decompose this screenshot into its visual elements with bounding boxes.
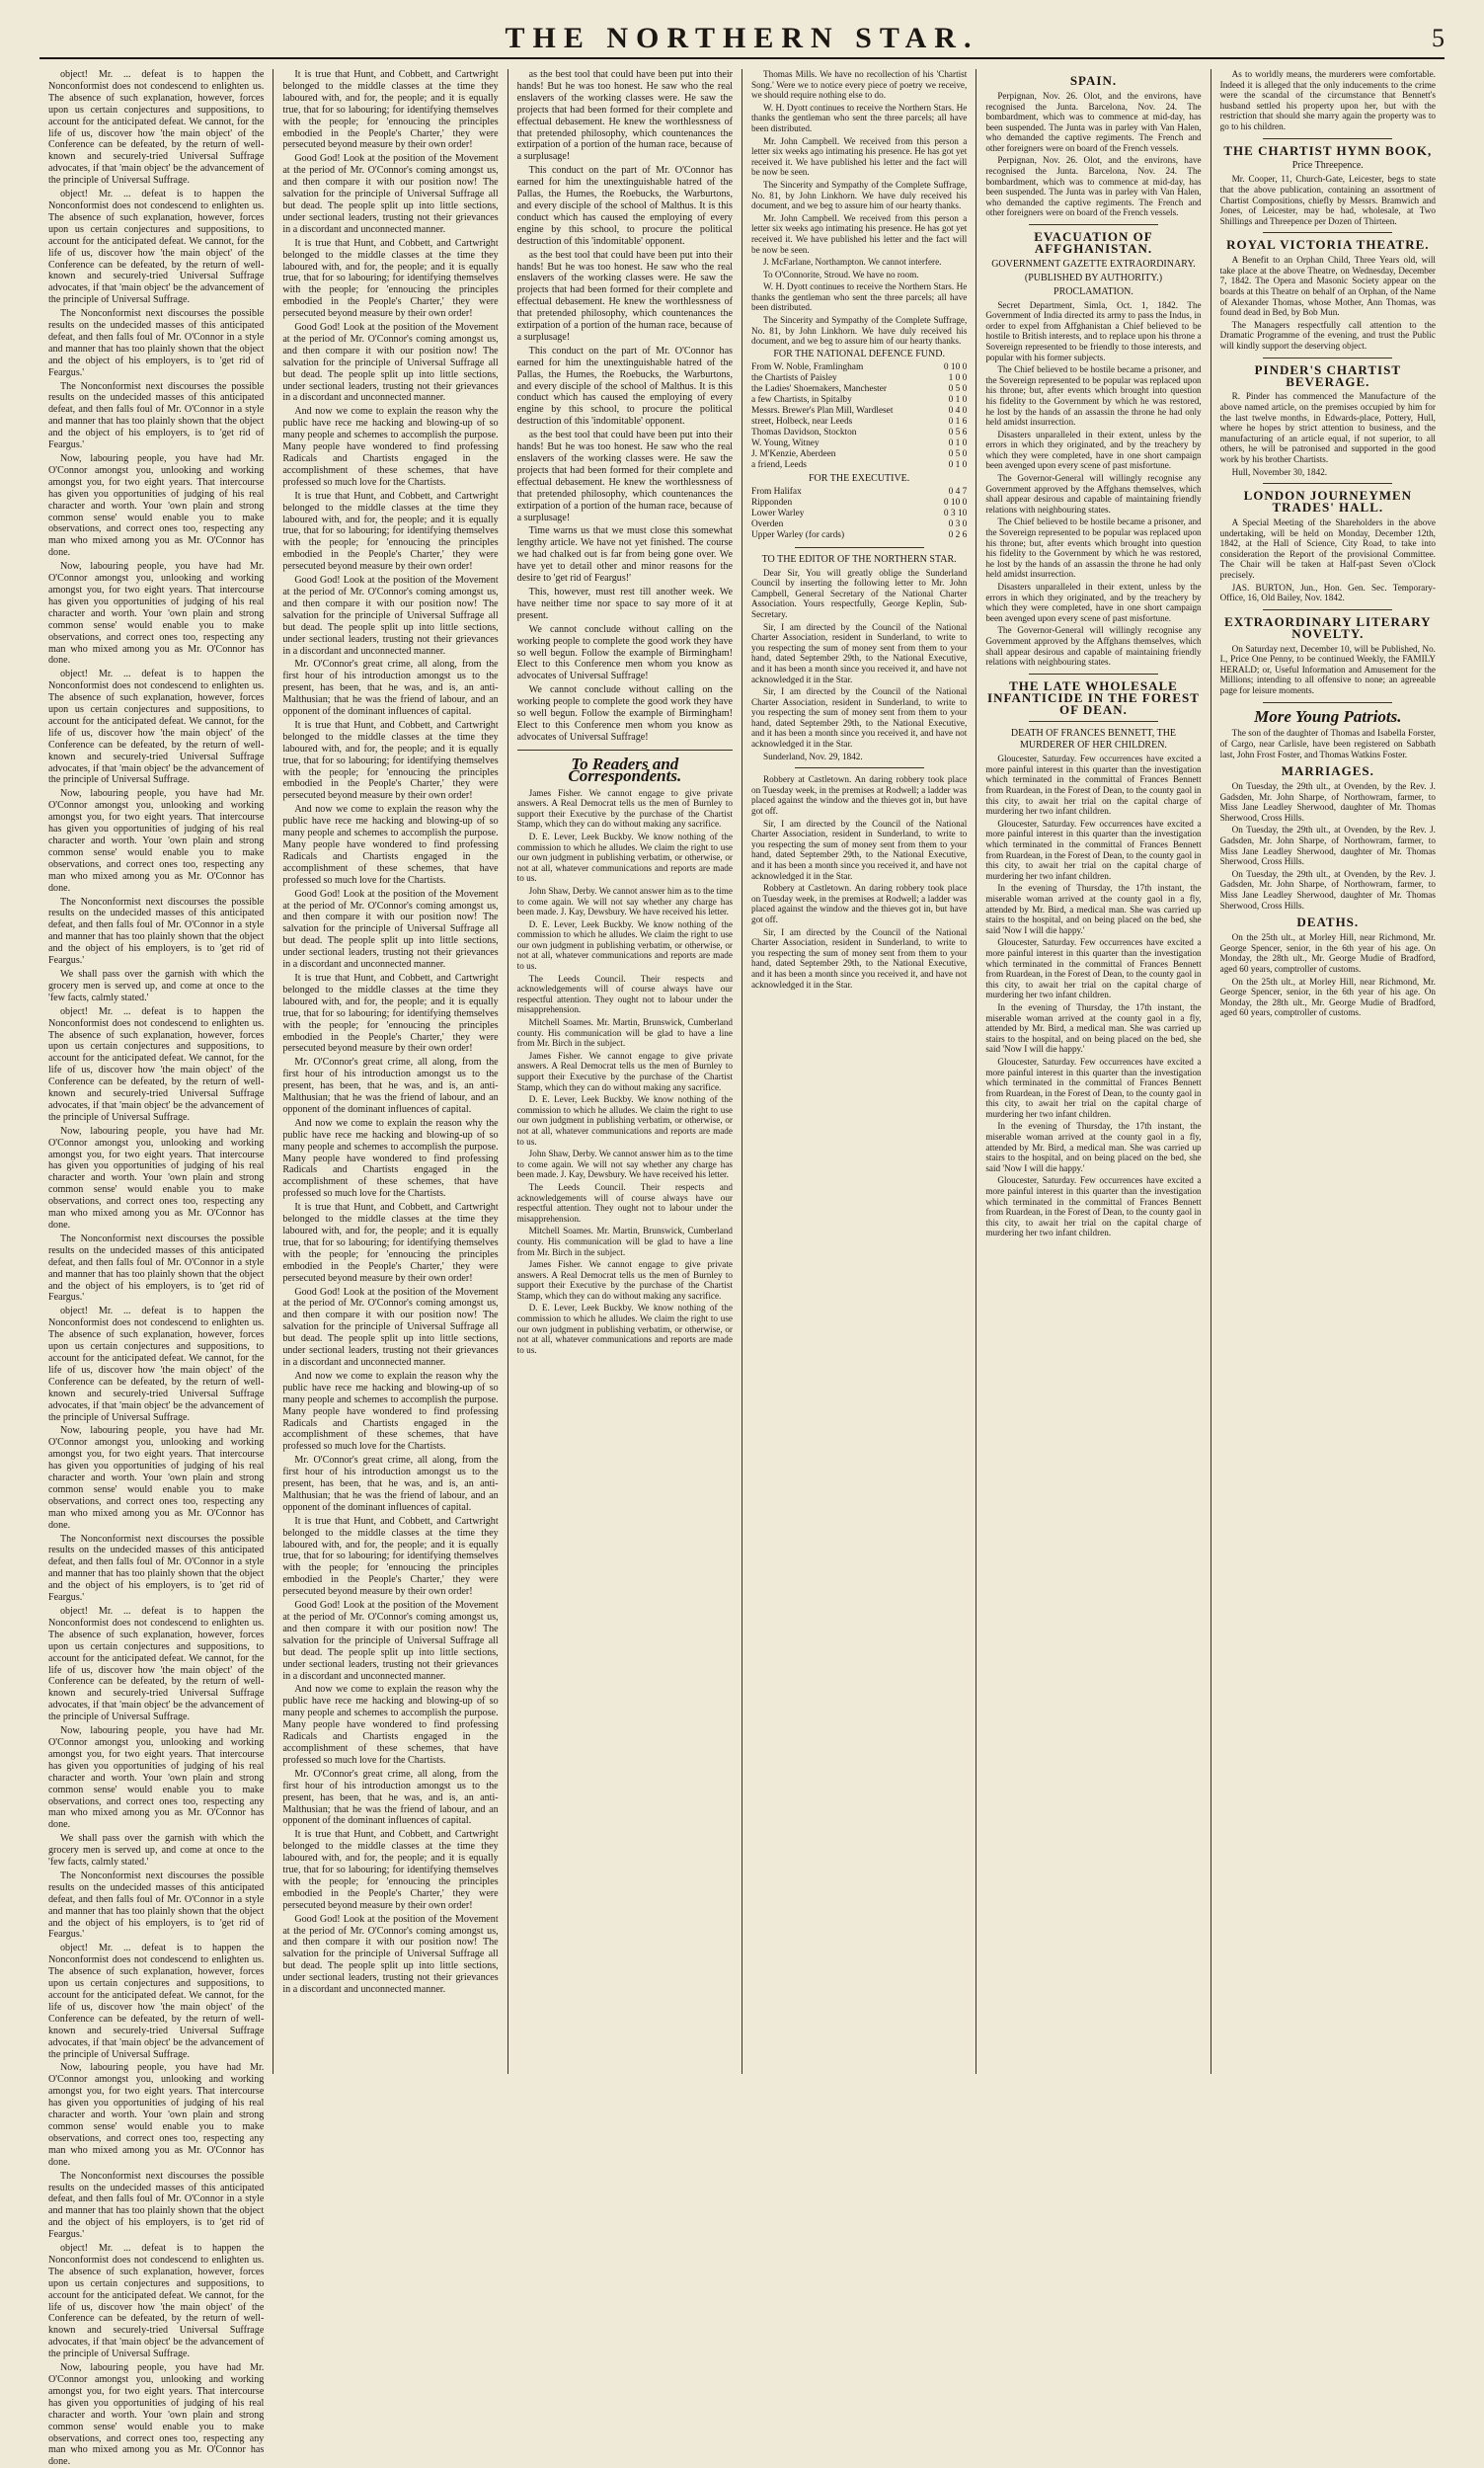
news-paragraph: Sir, I am directed by the Council of the National Charter Association, resident in Sunderland, to write to you respecting the sum of money sent from them to your hand, dated September 29th, to the National Executive, and it has been a month since you received it, and have not acknowledged it in the Star. — [750, 818, 968, 881]
fund-row — [751, 498, 967, 509]
letter-paragraph: Dear Sir, You will greatly oblige the Sunderland Council by inserting the following letter to Mr. John Campbell, General Secretary of the National Charter Association. Yours respectfully, George Keplin, Sub-Secretary. — [750, 567, 968, 619]
advert-paragraph: On Saturday next, December 10, will be Published, No. I., Price One Penny, to be continued Weekly, the FAMILY HERALD; or, Useful Information and Amusement for the Millions; intending to all offensive to none; an agreeable page for leisure moments. — [1219, 643, 1436, 695]
article-paragraph: object! Mr. ... defeat is to happen the Nonconformist does not condescend to enlighten us. The absence of such explanation, however, forces upon us certain conjectures and suppositions, to account for the anticipated defeat. We cannot, for the life of us, discover how 'the main object' of the Conference can be defeated, by the return of well-known and securely-tried Universal Suffrage advocates, if that 'main object' be the advancement of the principle of Universal Suffrage. — [48, 669, 265, 786]
masthead-rule — [39, 57, 1445, 59]
fund-row-label: street, Holbeck, near Leeds — [750, 416, 853, 427]
fund-row — [751, 406, 967, 417]
news-paragraph: Robbery at Castletown. An daring robbery took place on Tuesday week, in the premises at Rodwell; a ladder was placed against the window and the thieves got in, but have got off. — [750, 774, 968, 817]
newspaper-title: THE NORTHERN STAR. — [505, 22, 979, 54]
section-rule — [517, 750, 733, 751]
article-paragraph: Mr. O'Connor's great crime, all along, from the first hour of his introduction amongst us to the present, has been, that he was, and is, an anti-Malthusian; that he was the friend of labour, and an opponent of the dominant influences of capital. — [282, 1057, 499, 1115]
section-rule — [795, 767, 924, 768]
article-paragraph: It is true that Hunt, and Cobbett, and Cartwright belonged to the middle classes at the time they laboured with, and for, the people; and it is equally true, that for so labouring; for identifying themselves with the people; for 'ennoucing the principles embodied in the People's Charter,' they were persecuted beyond measure by their own order! — [282, 1202, 499, 1284]
article-paragraph: object! Mr. ... defeat is to happen the Nonconformist does not condescend to enlighten us. The absence of such explanation, however, forces upon us certain conjectures and suppositions, to account for the anticipated defeat. We cannot, for the life of us, discover how 'the main object' of the Conference can be defeated, by the return of well-known and securely-tried Universal Suffrage advocates, if that 'main object' be the advancement of the principle of Universal Suffrage. — [48, 2243, 265, 2360]
article-paragraph: Good God! Look at the position of the Movement at the period of Mr. O'Connor's coming amongst us, and then compare it with our position now! The salvation for the principle of Universal Suffrage all but dead. The people split up into little sections, under sectional leaders, trusting not their grievances in a discordant and unconnected manner. — [282, 1286, 499, 1368]
advert-heading: EXTRAORDINARY LITERARY NOVELTY. — [1224, 613, 1432, 641]
fund-row-label: Lower Warley — [750, 508, 805, 518]
fund-row-label: the Ladies' Shoemakers, Manchester — [750, 383, 888, 394]
section-rule — [1263, 232, 1392, 233]
news-paragraph: On Tuesday, the 29th ult., at Ovenden, by the Rev. J. Gadsden, Mr. John Sharpe, of Northowram, farmer, to Miss Jane Leadley Sherwood, daughter of Mr. Thomas Sherwood, Cross Hills. — [1219, 868, 1436, 911]
article-paragraph: The Nonconformist next discourses the possible results on the undecided masses of this anticipated defeat, and then falls foul of Mr. O'Connor in a style and manner that has too plainly shown that the object and the object of his employers, is to 'get rid of Feargus.' — [48, 896, 265, 967]
article-paragraph: It is true that Hunt, and Cobbett, and Cartwright belonged to the middle classes at the time they laboured with, and for, the people; and it is equally true, that for so labouring; for identifying themselves with the people; for 'ennoucing the principles embodied in the People's Charter,' they were persecuted beyond measure by their own order! — [282, 1515, 499, 1598]
article-paragraph: object! Mr. ... defeat is to happen the Nonconformist does not condescend to enlighten us. The absence of such explanation, however, forces upon us certain conjectures and suppositions, to account for the anticipated defeat. We cannot, for the life of us, discover how 'the main object' of the Conference can be defeated, by the return of well-known and securely-tried Universal Suffrage advocates, if that 'main object' be the advancement of the principle of Universal Suffrage. — [48, 1606, 265, 1723]
column-3 — [508, 69, 742, 2074]
article-paragraph: It is true that Hunt, and Cobbett, and Cartwright belonged to the middle classes at the time they laboured with, and for, the people; and it is equally true, that for so labouring; for identifying themselves with the people; for 'ennoucing the principles embodied in the People's Charter,' they were persecuted beyond measure by their own order! — [282, 237, 499, 320]
section-subheading: (PUBLISHED BY AUTHORITY.) — [1024, 272, 1163, 283]
news-paragraph: Gloucester, Saturday. Few occurrences have excited a more painful interest in this quarter than the investigation which terminated in the committal of Frances Bennett from Ruardean, in the Forest of Dean, to the county gaol in this city, to await her trial on the capital charge of murdering her two infant children. — [985, 818, 1202, 881]
advert-paragraph: The Managers respectfully call attention to the Dramatic Programme of the evening, and trust the Public will kindly support the deserving object. — [1219, 319, 1436, 351]
fund-row-label: Upper Warley (for cards) — [750, 529, 845, 540]
column-5 — [976, 69, 1211, 2074]
article-paragraph: The Nonconformist next discourses the possible results on the undecided masses of this anticipated defeat, and then falls foul of Mr. O'Connor in a style and manner that has too plainly shown that the object and the object of his employers, is to 'get rid of Feargus.' — [48, 1233, 265, 1304]
news-paragraph: In the evening of Thursday, the 17th instant, the miserable woman arrived at the county gaol in a fly, attended by Mr. Bird, a medical man. She was carried up stairs to the hospital, and on being placed on the bed, she said 'Now I will die happy.' — [985, 1001, 1202, 1055]
section-heading: MARRIAGES. — [1281, 763, 1374, 779]
article-paragraph: We shall pass over the garnish with which the grocery men is served up, and come at once to the 'few facts, calmly stated.' — [48, 968, 265, 1003]
advert-paragraph: Mr. Cooper, 11, Church-Gate, Leicester, begs to state that the above publication, containing an assortment of Chartist Compositions, chiefly by Messrs. Bramwich and Jones, of Leicester, may be had, wholesale, at Two Shillings and Threepence per Dozen of Thirteen. — [1219, 174, 1436, 226]
article-paragraph: Good God! Look at the position of the Movement at the period of Mr. O'Connor's coming amongst us, and then compare it with our position now! The salvation for the principle of Universal Suffrage all but dead. The people split up into little sections, under sectional leaders, trusting not their grievances in a discordant and unconnected manner. — [282, 1600, 499, 1682]
column-6 — [1211, 69, 1445, 2074]
fund-row — [751, 509, 967, 519]
article-paragraph: Good God! Look at the position of the Movement at the period of Mr. O'Connor's coming amongst us, and then compare it with our position now! The salvation for the principle of Universal Suffrage all but dead. The people split up into little sections, under sectional leaders, trusting not their grievances in a discordant and unconnected manner. — [282, 575, 499, 657]
notice-paragraph: Mitchell Soames. Mr. Martin, Brunswick, Cumberland county. His communication will be glad to have a line from Mr. Birch in the subject. — [516, 1226, 733, 1257]
fund-row — [751, 487, 967, 498]
article-paragraph: The Nonconformist next discourses the possible results on the undecided masses of this anticipated defeat, and then falls foul of Mr. O'Connor in a style and manner that has too plainly shown that the object and the object of his employers, is to 'get rid of Feargus.' — [48, 1533, 265, 1604]
letter-heading: TO THE EDITOR OF THE NORTHERN STAR. — [761, 553, 957, 565]
article-paragraph: We cannot conclude without calling on the working people to complete the good work they have so well begun. Follow the example of Birmingham! Elect to this Conference men whom you know as advocates of Universal Suffrage! — [516, 684, 733, 743]
fund-row-label: the Chartists of Paisley — [750, 372, 837, 383]
notice-paragraph: D. E. Lever, Leek Buckby. We know nothing of the commission to which he alludes. We claim the right to use our own judgment in publishing verbatim, or otherwise, or not at all, whatever communications and reports are made to us. — [516, 1303, 733, 1355]
notice-paragraph: The Leeds Council. Their respects and acknowledgements will of course always have our respectful attention. They ought not to labour under the misapprehension. — [516, 1181, 733, 1224]
fund-row-amount: 0 1 0 — [948, 438, 968, 448]
news-paragraph: Disasters unparalleled in their extent, unless by the errors in which they originated, and by the treachery by which they were completed, have in one short campaign been avenged upon every scene of past misfortune. — [985, 429, 1202, 471]
readers-heading: To Readers and Correspondents. — [568, 754, 682, 785]
fund-heading: FOR THE NATIONAL DEFENCE FUND. — [773, 348, 945, 359]
article-paragraph: And now we come to explain the reason why the public have rece me hacking and blowing-up of so many people and schemes to accomplish the purpose. Many people have wondered to find professing Radicals and Chartists engaged in the accomplishment of these schemes, that have professed so much love for the Chartists. — [282, 406, 499, 488]
article-paragraph: The Nonconformist next discourses the possible results on the undecided masses of this anticipated defeat, and then falls foul of Mr. O'Connor in a style and manner that has too plainly shown that the object and the object of his employers, is to 'get rid of Feargus.' — [48, 380, 265, 451]
notice-paragraph: John Shaw, Derby. We cannot answer him as to the time to come again. We will not say whether any charge has been made. J. Kay, Dewsbury. We have received his letter. — [516, 885, 733, 917]
advert-paragraph: R. Pinder has commenced the Manufacture of the above named article, on the premises occupied by him for the last twelve months, in Edwards-place, Pottery, Hull, where he hopes by strict attention to business, and the manufacturing of an article equal, if not superior, to all others, he will be patronised and supported in the good work by his brother Chartists. — [1219, 391, 1436, 464]
fund-row-label: Messrs. Brewer's Plan Mill, Wardleset — [750, 405, 894, 416]
section-heading: EVACUATION OF AFFGHANISTAN. — [1034, 229, 1153, 256]
news-paragraph: Robbery at Castletown. An daring robbery took place on Tuesday week, in the premises at Rodwell; a ladder was placed against the window and the thieves got in, but have got off. — [750, 883, 968, 924]
notice-paragraph: Thomas Mills. We have no recollection of his 'Chartist Song.' Were we to notice every piece of poetry we receive, we should require nothing else to do. — [750, 69, 968, 101]
article-paragraph: Time warns us that we must close this somewhat lengthy article. We have not yet finished. The course we had chalked out is far from being gone over. We have yet to detail other and minor reasons for the desire to 'get rid of Feargus!' — [516, 525, 733, 585]
article-paragraph: The Nonconformist next discourses the possible results on the undecided masses of this anticipated defeat, and then falls foul of Mr. O'Connor in a style and manner that has too plainly shown that the object and the object of his employers, is to 'get rid of Feargus.' — [48, 1870, 265, 1941]
article-paragraph: It is true that Hunt, and Cobbett, and Cartwright belonged to the middle classes at the time they laboured with, and for, the people; and it is equally true, that for so labouring; for identifying themselves with the people; for 'ennoucing the principles embodied in the People's Charter,' they were persecuted beyond measure by their own order! — [282, 490, 499, 573]
notice-paragraph: W. H. Dyott continues to receive the Northern Stars. He thanks the gentleman who sent the three parcels; all have been distributed. — [750, 281, 968, 313]
fund-row — [751, 373, 967, 384]
fund-row-label: a few Chartists, in Spitalby — [750, 394, 852, 405]
article-paragraph: And now we come to explain the reason why the public have rece me hacking and blowing-up of so many people and schemes to accomplish the purpose. Many people have wondered to find professing Radicals and Chartists engaged in the accomplishment of these schemes, that have professed so much love for the Chartists. — [282, 804, 499, 886]
notice-paragraph: James Fisher. We cannot engage to give private answers. A Real Democrat tells us the men of Burnley to support their Executive by the purchase of the Chartist Stamp, which they can do without making any sacrifice. — [516, 1259, 733, 1301]
column-1 — [39, 69, 273, 2468]
article-paragraph: Good God! Look at the position of the Movement at the period of Mr. O'Connor's coming amongst us, and then compare it with our position now! The salvation for the principle of Universal Suffrage all but dead. The people split up into little sections, under sectional leaders, trusting not their grievances in a discordant and unconnected manner. — [282, 1913, 499, 1996]
advert-heading: THE CHARTIST HYMN BOOK, — [1223, 142, 1433, 158]
article-paragraph: Good God! Look at the position of the Movement at the period of Mr. O'Connor's coming amongst us, and then compare it with our position now! The salvation for the principle of Universal Suffrage all but dead. The people split up into little sections, under sectional leaders, trusting not their grievances in a discordant and unconnected manner. — [282, 322, 499, 404]
article-paragraph: as the best tool that could have been put into their hands! But he was too honest. He saw who the real enslavers of the working classes were. He saw the projects that had been formed for their complete and effectual debasement. He knew the worthlessness of that pretended philosophy, which countenances the extirpation of a portion of the human race, because of a surplusage! — [516, 69, 733, 163]
article-paragraph: This conduct on the part of Mr. O'Connor has earned for him the unextinguishable hatred of the Pallas, the Humes, the Roebucks, the Warburtons, and every disciple of the school of Malthus. It is this conduct which has caused the employing of every engine by this school, to procure the political destruction of this 'indomitable' opponent. — [516, 345, 733, 428]
page-columns — [39, 69, 1445, 2468]
column-2 — [273, 69, 508, 2074]
news-paragraph: On the 25th ult., at Morley Hill, near Richmond, Mr. George Spencer, senior, in the 6th year of his age. On Monday, the 28th ult., Mr. George Mudie of Bradford, aged 60 years, comptroller of customs. — [1219, 932, 1436, 974]
advert-signature: JAS. BURTON, Jun., Hon. Gen. Sec. Temporary-Office, 16, Old Bailey, Nov. 1842. — [1219, 582, 1436, 603]
notice-paragraph: D. E. Lever, Leek Buckby. We know nothing of the commission to which he alludes. We claim the right to use our own judgment in publishing verbatim, or otherwise, or not at all, whatever communications and reports are made to us. — [516, 918, 733, 972]
advert-subheading: Price Threepence. — [1291, 160, 1364, 172]
fund-row — [751, 362, 967, 373]
article-paragraph: The Nonconformist next discourses the possible results on the undecided masses of this anticipated defeat, and then falls foul of Mr. O'Connor in a style and manner that has too plainly shown that the object and the object of his employers, is to 'get rid of Feargus.' — [48, 308, 265, 378]
article-paragraph: Good God! Look at the position of the Movement at the period of Mr. O'Connor's coming amongst us, and then compare it with our position now! The salvation for the principle of Universal Suffrage all but dead. The people split up into little sections, under sectional leaders, trusting not their grievances in a discordant and unconnected manner. — [282, 888, 499, 971]
section-subheading: PROCLAMATION. — [1054, 285, 1133, 297]
notice-paragraph: James Fisher. We cannot engage to give private answers. A Real Democrat tells us the men of Burnley to support their Executive by the purchase of the Chartist Stamp, which they can do without making any sacrifice. — [516, 1050, 733, 1092]
notice-paragraph: W. H. Dyott continues to receive the Northern Stars. He thanks the gentleman who sent the three parcels; all have been distributed. — [750, 102, 968, 133]
news-paragraph: In the evening of Thursday, the 17th instant, the miserable woman arrived at the county gaol in a fly, attended by Mr. Bird, a medical man. She was carried up stairs to the hospital, and on being placed on the bed, she said 'Now I will die happy.' — [985, 883, 1202, 935]
column-4 — [742, 69, 976, 2074]
fund-row-amount: 0 10 0 — [943, 497, 968, 508]
news-paragraph: The son of the daughter of Thomas and Isabella Forster, of Cargo, near Carlisle, have been registered on Sabbath last, John Frost Foster, and Thomas Watkins Foster. — [1219, 728, 1436, 759]
article-paragraph: The Nonconformist next discourses the possible results on the undecided masses of this anticipated defeat, and then falls foul of Mr. O'Connor in a style and manner that has too plainly shown that the object and the object of his employers, is to 'get rid of Feargus.' — [48, 2170, 265, 2241]
section-rule — [1263, 483, 1392, 484]
fund-table — [751, 362, 967, 471]
fund-row-amount: 0 5 0 — [948, 448, 968, 459]
article-paragraph: Now, labouring people, you have had Mr. O'Connor amongst you, unlooking and working amongst you, for two eight years. That intercourse has given you opportunities of judging of his real character and worth. Your 'own plain and strong common sense' would enable you to make observations, and correct ones too, respecting any man who mixed among you as Mr. O'Connor has done. — [48, 453, 265, 559]
news-paragraph: Gloucester, Saturday. Few occurrences have excited a more painful interest in this quarter than the investigation which terminated in the committal of Frances Bennett from Ruardean, in the Forest of Dean, to the county gaol in this city, to await her trial on the capital charge of murdering her two infant children. — [985, 937, 1202, 1000]
fund-row-amount: 0 2 6 — [948, 529, 968, 540]
section-rule — [1263, 609, 1392, 610]
article-paragraph: Now, labouring people, you have had Mr. O'Connor amongst you, unlooking and working amongst you, for two eight years. That intercourse has given you opportunities of judging of his real character and worth. Your 'own plain and strong common sense' would enable you to make observations, and correct ones too, respecting any man who mixed among you as Mr. O'Connor has done. — [48, 788, 265, 894]
section-heading: SPAIN. — [1069, 73, 1118, 88]
article-paragraph: object! Mr. ... defeat is to happen the Nonconformist does not condescend to enlighten us. The absence of such explanation, however, forces upon us certain conjectures and suppositions, to account for the anticipated defeat. We cannot, for the life of us, discover how 'the main object' of the Conference can be defeated, by the return of well-known and securely-tried Universal Suffrage advocates, if that 'main object' be the advancement of the principle of Universal Suffrage. — [48, 1943, 265, 2060]
fund-row-label: Overden — [750, 518, 784, 529]
page-number: 5 — [1432, 24, 1445, 52]
notice-paragraph: J. McFarlane, Northampton. We cannot interfere. — [762, 257, 942, 268]
fund-row-amount: 0 1 0 — [948, 459, 968, 470]
news-paragraph: On Tuesday, the 29th ult., at Ovenden, by the Rev. J. Gadsden, Mr. John Sharpe, of Northowram, farmer, to Miss Jane Leadley Sherwood, daughter of Mr. Thomas Sherwood, Cross Hills. — [1219, 781, 1436, 823]
news-paragraph: Gloucester, Saturday. Few occurrences have excited a more painful interest in this quarter than the investigation which terminated in the committal of Frances Bennett from Ruardean, in the Forest of Dean, to the county gaol in this city, to await her trial on the capital charge of murdering her two infant children. — [985, 1175, 1202, 1238]
advert-heading: PINDER'S CHARTIST BEVERAGE. — [1254, 361, 1401, 389]
article-paragraph: object! Mr. ... defeat is to happen the Nonconformist does not condescend to enlighten us. The absence of such explanation, however, forces upon us certain conjectures and suppositions, to account for the anticipated defeat. We cannot, for the life of us, discover how 'the main object' of the Conference can be defeated, by the return of well-known and securely-tried Universal Suffrage advocates, if that 'main object' be the advancement of the principle of Universal Suffrage. — [48, 1306, 265, 1423]
article-paragraph: Now, labouring people, you have had Mr. O'Connor amongst you, unlooking and working amongst you, for two eight years. That intercourse has given you opportunities of judging of his real character and worth. Your 'own plain and strong common sense' would enable you to make observations, and correct ones too, respecting any man who mixed among you as Mr. O'Connor has done. — [48, 561, 265, 667]
article-paragraph: object! Mr. ... defeat is to happen the Nonconformist does not condescend to enlighten us. The absence of such explanation, however, forces upon us certain conjectures and suppositions, to account for the anticipated defeat. We cannot, for the life of us, discover how 'the main object' of the Conference can be defeated, by the return of well-known and securely-tried Universal Suffrage advocates, if that 'main object' be the advancement of the principle of Universal Suffrage. — [48, 1005, 265, 1123]
notice-paragraph: To O'Connorite, Stroud. We have no room. — [762, 269, 919, 279]
notice-paragraph: D. E. Lever, Leek Buckby. We know nothing of the commission to which he alludes. We claim the right to use our own judgment in publishing verbatim, or otherwise, or not at all, whatever communications and reports are made to us. — [516, 1094, 733, 1147]
fund-row — [751, 395, 967, 406]
fund-row — [751, 384, 967, 395]
section-heading: THE LATE WHOLESALE INFANTICIDE IN THE FOREST OF DEAN. — [987, 677, 1200, 717]
news-paragraph: Gloucester, Saturday. Few occurrences have excited a more painful interest in this quarter than the investigation which terminated in the committal of Frances Bennett from Ruardean, in the Forest of Dean, to the county gaol in this city, to await her trial on the capital charge of murdering her two infant children. — [985, 1056, 1202, 1119]
section-rule — [1029, 674, 1158, 675]
fund-row-label: J. M'Kenzie, Aberdeen — [750, 448, 836, 459]
news-paragraph: The Governor-General will willingly recognise any Government approved by the Affghans themselves, which shall appear desirous and capable of maintaining friendly relations with neighbouring states. — [985, 625, 1202, 668]
article-paragraph: And now we come to explain the reason why the public have rece me hacking and blowing-up of so many people and schemes to accomplish the purpose. Many people have wondered to find professing Radicals and Chartists engaged in the accomplishment of these schemes, that have professed so much love for the Chartists. — [282, 1117, 499, 1200]
fund-row-amount: 0 3 10 — [943, 508, 968, 518]
fund-row-label: a friend, Leeds — [750, 459, 807, 470]
news-paragraph: Perpignan, Nov. 26. Olot, and the environs, have recognised the Junta. Barcelona, Nov. 24. The bombardment, which was to commence at mid-day, has been suspended. The Junta was in parley with Van Halen, who demanded the captive regiments. The French and other foreigners were on board of the French vessels. — [985, 155, 1202, 218]
fund-row-amount: 0 1 0 — [948, 394, 968, 405]
fund-row — [751, 530, 967, 541]
news-paragraph: Gloucester, Saturday. Few occurrences have excited a more painful interest in this quarter than the investigation which terminated in the committal of Frances Bennett from Ruardean, in the Forest of Dean, to the county gaol in this city, to await her trial on the capital charge of murdering her two infant children. — [985, 754, 1202, 817]
article-paragraph: Good God! Look at the position of the Movement at the period of Mr. O'Connor's coming amongst us, and then compare it with our position now! The salvation for the principle of Universal Suffrage all but dead. The people split up into little sections, under sectional leaders, trusting not their grievances in a discordant and unconnected manner. — [282, 153, 499, 235]
fund-row-amount: 0 5 0 — [948, 383, 968, 394]
article-paragraph: It is true that Hunt, and Cobbett, and Cartwright belonged to the middle classes at the time they laboured with, and for, the people; and it is equally true, that for so labouring; for identifying themselves with the people; for 'ennoucing the principles embodied in the People's Charter,' they were persecuted beyond measure by their own order! — [282, 69, 499, 151]
section-subheading: GOVERNMENT GAZETTE EXTRAORDINARY. — [991, 258, 1196, 270]
advert-paragraph: A Benefit to an Orphan Child, Three Years old, will take place at the above Theatre, on Wednesday, December 7, 1842. The Opera and Masonic Society appear on the boards at this Theatre on behalf of an Orphan, of the Name of Alexander Thomas, whose Mother, Ann Thomas, was found dead in Bed, by Bob Mun. — [1219, 255, 1436, 318]
fund-row-label: Ripponden — [750, 497, 793, 508]
article-paragraph: It is true that Hunt, and Cobbett, and Cartwright belonged to the middle classes at the time they laboured with, and for, the people; and it is equally true, that for so labouring; for identifying themselves with the people; for 'ennoucing the principles embodied in the People's Charter,' they were persecuted beyond measure by their own order! — [282, 719, 499, 802]
fund-row-amount: 0 3 0 — [948, 518, 968, 529]
section-rule — [795, 547, 924, 548]
news-paragraph: Disasters unparalleled in their extent, unless by the errors in which they originated, and by the treachery by which they were completed, have in one short campaign been avenged upon every scene of past misfortune. — [985, 582, 1202, 623]
section-rule — [1029, 224, 1158, 225]
article-paragraph: This conduct on the part of Mr. O'Connor has earned for him the unextinguishable hatred of the Pallas, the Humes, the Roebucks, the Warburtons, and every disciple of the school of Malthus. It is this conduct which has caused the employing of every engine by this school, to procure the political destruction of this 'indomitable' opponent. — [516, 165, 733, 247]
advert-paragraph: A Special Meeting of the Shareholders in the above undertaking, will be held on Monday, December 12th, 1842, at the Hall of Science, City Road, to take into consideration the Report of the provisional Committee. The Chair will be taken at Half-past Seven o'Clock precisely. — [1219, 517, 1436, 580]
fund-row-label: From Halifax — [750, 486, 802, 497]
fund-table — [751, 487, 967, 541]
news-paragraph: Perpignan, Nov. 26. Olot, and the environs, have recognised the Junta. Barcelona, Nov. 24. The bombardment, which was to commence at mid-day, has been suspended. The Junta was in parley with Van Halen, who demanded the captive regiments. The French and other foreigners were on board of the French vessels. — [985, 90, 1202, 153]
notice-paragraph: Mr. John Campbell. We received from this person a letter six weeks ago intimating his presence. He has got yet received it. We have published his letter and the fact will be now be seen. — [750, 212, 968, 255]
notice-paragraph: Mr. John Campbell. We received from this person a letter six weeks ago intimating his presence. He has got yet received it. We have published his letter and the fact will be now be seen. — [750, 135, 968, 178]
patriots-heading: More Young Patriots. — [1254, 706, 1402, 726]
article-paragraph: Now, labouring people, you have had Mr. O'Connor amongst you, unlooking and working amongst you, for two eight years. That intercourse has given you opportunities of judging of his real character and worth. Your 'own plain and strong common sense' would enable you to make observations, and correct ones too, respecting any man who mixed among you as Mr. O'Connor has done. — [48, 2062, 265, 2168]
section-subheading: DEATH OF FRANCES BENNETT, THE MURDERER OF HER CHILDREN. — [1010, 728, 1177, 752]
article-paragraph: It is true that Hunt, and Cobbett, and Cartwright belonged to the middle classes at the time they laboured with, and for, the people; and it is equally true, that for so labouring; for identifying themselves with the people; for 'ennoucing the principles embodied in the People's Charter,' they were persecuted beyond measure by their own order! — [282, 972, 499, 1055]
fund-row-amount: 0 10 0 — [943, 361, 968, 372]
news-paragraph: On Tuesday, the 29th ult., at Ovenden, by the Rev. J. Gadsden, Mr. John Sharpe, of Northowram, farmer, to Miss Jane Leadley Sherwood, daughter of Mr. Thomas Sherwood, Cross Hills. — [1219, 825, 1436, 867]
fund-row-amount: 0 4 0 — [948, 405, 968, 416]
notice-paragraph: The Sincerity and Sympathy of the Complete Suffrage, No. 81, by John Linkhorn. We have duly received his document, and we beg to assure him of our hearty thanks. — [750, 315, 968, 347]
article-paragraph: Now, labouring people, you have had Mr. O'Connor amongst you, unlooking and working amongst you, for two eight years. That intercourse has given you opportunities of judging of his real character and worth. Your 'own plain and strong common sense' would enable you to make observations, and correct ones too, respecting any man who mixed among you as Mr. O'Connor has done. — [48, 2362, 265, 2468]
section-rule — [1263, 138, 1392, 139]
article-paragraph: Now, labouring people, you have had Mr. O'Connor amongst you, unlooking and working amongst you, for two eight years. That intercourse has given you opportunities of judging of his real character and worth. Your 'own plain and strong common sense' would enable you to make observations, and correct ones too, respecting any man who mixed among you as Mr. O'Connor has done. — [48, 1425, 265, 1531]
article-paragraph: object! Mr. ... defeat is to happen the Nonconformist does not condescend to enlighten us. The absence of such explanation, however, forces upon us certain conjectures and suppositions, to account for the anticipated defeat. We cannot, for the life of us, discover how 'the main object' of the Conference can be defeated, by the return of well-known and securely-tried Universal Suffrage advocates, if that 'main object' be the advancement of the principle of Universal Suffrage. — [48, 69, 265, 187]
article-paragraph: as the best tool that could have been put into their hands! But he was too honest. He saw who the real enslavers of the working classes were. He saw the projects that had been formed for their complete and effectual debasement. He knew the worthlessness of that pretended philosophy, which countenances the extirpation of a portion of the human race, because of a surplusage! — [516, 430, 733, 523]
fund-row-label: W. Young, Witney — [750, 438, 820, 448]
letter-signature: Sunderland, Nov. 29, 1842. — [762, 751, 863, 761]
fund-row — [751, 428, 967, 438]
fund-row — [751, 519, 967, 530]
fund-row-amount: 0 1 6 — [948, 416, 968, 427]
article-paragraph: And now we come to explain the reason why the public have rece me hacking and blowing-up of so many people and schemes to accomplish the purpose. Many people have wondered to find professing Radicals and Chartists engaged in the accomplishment of these schemes, that have professed so much love for the Chartists. — [282, 1370, 499, 1453]
article-paragraph: Mr. O'Connor's great crime, all along, from the first hour of his introduction amongst us to the present, has been, that he was, and is, an anti-Malthusian; that he was the friend of labour, and an opponent of the dominant influences of capital. — [282, 1455, 499, 1513]
news-paragraph: Sir, I am directed by the Council of the National Charter Association, resident in Sunderland, to write to you respecting the sum of money sent from them to your hand, dated September 29th, to the National Executive, and it has been a month since you received it, and have not acknowledged it in the Star. — [750, 926, 968, 990]
fund-row-amount: 1 0 0 — [948, 372, 968, 383]
news-paragraph: On the 25th ult., at Morley Hill, near Richmond, Mr. George Spencer, senior, in the 6th year of his age. On Monday, the 28th ult., Mr. George Mudie of Bradford, aged 60 years, comptroller of customs. — [1219, 976, 1436, 1018]
news-paragraph: As to worldly means, the murderers were comfortable. Indeed it is alleged that the only inducements to the crime were the scandal of the circumstance that Bennett's husband settled his property upon her, but with the restriction that should she marry again the property was to go to his children. — [1219, 69, 1436, 131]
notice-paragraph: The Leeds Council. Their respects and acknowledgements will of course always have our respectful attention. They ought not to labour under the misapprehension. — [516, 973, 733, 1015]
notice-paragraph: The Sincerity and Sympathy of the Complete Suffrage, No. 81, by John Linkhorn. We have duly received his document, and we beg to assure him of our hearty thanks. — [750, 179, 968, 211]
fund-row-amount: 0 4 7 — [948, 486, 968, 497]
news-paragraph: Secret Department, Simla, Oct. 1, 1842. The Government of India directed its army to pass the Indus, in order to expel from Affghanistan a Chief believed to be hostile to British interests, and to replace upon his throne a Sovereign represented to be friendly to those interests, and popular with his former subjects. — [985, 299, 1202, 362]
letter-paragraph: Sir, I am directed by the Council of the National Charter Association, resident in Sunderland, to write to you respecting the sum of money sent from them to your hand, dated September 29th, to the National Executive, and it has been a month since you received it, and have not acknowledged it in the Star. — [750, 686, 968, 750]
news-paragraph: The Chief believed to be hostile became a prisoner, and the Sovereign represented to be popular was replaced upon his throne; but, after events which brought into question his fidelity to the Government by which he was restored, he lost by the hands of an assassin the throne he had only held amidst insurrection. — [985, 517, 1202, 580]
section-rule — [1263, 702, 1392, 703]
section-rule — [1029, 721, 1158, 722]
fund-heading: FOR THE EXECUTIVE. — [808, 472, 910, 484]
article-paragraph: Mr. O'Connor's great crime, all along, from the first hour of his introduction amongst us to the present, has been, that he was, and is, an anti-Malthusian; that he was the friend of labour, and an opponent of the dominant influences of capital. — [282, 659, 499, 718]
notice-paragraph: James Fisher. We cannot engage to give private answers. A Real Democrat tells us the men of Burnley to support their Executive by the purchase of the Chartist Stamp, which they can do without making any sacrifice. — [516, 787, 733, 830]
article-paragraph: This, however, must rest till another week. We have neither time nor space to say more of it at present. — [516, 586, 733, 621]
letter-paragraph: Sir, I am directed by the Council of the National Charter Association, resident in Sunderland, to write to you respecting the sum of money sent from them to your hand, dated September 29th, to the National Executive, and it has been a month since you received it, and have not acknowledged it in the Star. — [750, 621, 968, 684]
fund-row-label: Thomas Davidson, Stockton — [750, 427, 857, 438]
article-paragraph: And now we come to explain the reason why the public have rece me hacking and blowing-up of so many people and schemes to accomplish the purpose. Many people have wondered to find professing Radicals and Chartists engaged in the accomplishment of these schemes, that have professed so much love for the Chartists. — [282, 1684, 499, 1766]
fund-row-amount: 0 5 6 — [948, 427, 968, 438]
notice-paragraph: John Shaw, Derby. We cannot answer him as to the time to come again. We will not say whether any charge has been made. J. Kay, Dewsbury. We have received his letter. — [516, 1149, 733, 1180]
notice-paragraph: Mitchell Soames. Mr. Martin, Brunswick, Cumberland county. His communication will be glad to have a line from Mr. Birch in the subject. — [516, 1017, 733, 1049]
article-paragraph: Mr. O'Connor's great crime, all along, from the first hour of his introduction amongst us to the present, has been, that he was, and is, an anti-Malthusian; that he was the friend of labour, and an opponent of the dominant influences of capital. — [282, 1768, 499, 1827]
masthead — [39, 18, 1445, 59]
advert-signature: Hull, November 30, 1842. — [1231, 466, 1328, 477]
fund-row — [751, 460, 967, 471]
article-paragraph: object! Mr. ... defeat is to happen the Nonconformist does not condescend to enlighten us. The absence of such explanation, however, forces upon us certain conjectures and suppositions, to account for the anticipated defeat. We cannot, for the life of us, discover how 'the main object' of the Conference can be defeated, by the return of well-known and securely-tried Universal Suffrage advocates, if that 'main object' be the advancement of the principle of Universal Suffrage. — [48, 189, 265, 306]
advert-heading: LONDON JOURNEYMEN TRADES' HALL. — [1243, 488, 1413, 516]
article-paragraph: It is true that Hunt, and Cobbett, and Cartwright belonged to the middle classes at the time they laboured with, and for, the people; and it is equally true, that for so labouring; for identifying themselves with the people; for 'ennoucing the principles embodied in the People's Charter,' they were persecuted beyond measure by their own order! — [282, 1829, 499, 1911]
notice-paragraph: D. E. Lever, Leek Buckby. We know nothing of the commission to which he alludes. We claim the right to use our own judgment in publishing verbatim, or otherwise, or not at all, whatever communications and reports are made to us. — [516, 831, 733, 884]
news-paragraph: The Chief believed to be hostile became a prisoner, and the Sovereign represented to be popular was replaced upon his throne; but, after events which brought into question his fidelity to the Government by which he was restored, he lost by the hands of an assassin the throne he had only held amidst insurrection. — [985, 364, 1202, 428]
fund-row — [751, 438, 967, 449]
article-paragraph: Now, labouring people, you have had Mr. O'Connor amongst you, unlooking and working amongst you, for two eight years. That intercourse has given you opportunities of judging of his real character and worth. Your 'own plain and strong common sense' would enable you to make observations, and correct ones too, respecting any man who mixed among you as Mr. O'Connor has done. — [48, 1125, 265, 1231]
news-paragraph: The Governor-General will willingly recognise any Government approved by the Affghans themselves, which shall appear desirous and capable of maintaining friendly relations with neighbouring states. — [985, 473, 1202, 515]
article-paragraph: Now, labouring people, you have had Mr. O'Connor amongst you, unlooking and working amongst you, for two eight years. That intercourse has given you opportunities of judging of his real character and worth. Your 'own plain and strong common sense' would enable you to make observations, and correct ones too, respecting any man who mixed among you as Mr. O'Connor has done. — [48, 1725, 265, 1831]
article-paragraph: We cannot conclude without calling on the working people to complete the good work they have so well begun. Follow the example of Birmingham! Elect to this Conference men whom you know as advocates of Universal Suffrage! — [516, 623, 733, 682]
fund-row — [751, 449, 967, 460]
fund-row-label: From W. Noble, Framlingham — [750, 361, 864, 372]
news-paragraph: In the evening of Thursday, the 17th instant, the miserable woman arrived at the county gaol in a fly, attended by Mr. Bird, a medical man. She was carried up stairs to the hospital, and on being placed on the bed, she said 'Now I will die happy.' — [985, 1121, 1202, 1173]
article-paragraph: We shall pass over the garnish with which the grocery men is served up, and come at once to the 'few facts, calmly stated.' — [48, 1833, 265, 1869]
article-paragraph: as the best tool that could have been put into their hands! But he was too honest. He saw who the real enslavers of the working classes were. He saw the projects that had been formed for their complete and effectual debasement. He knew the worthlessness of that pretended philosophy, which countenances the extirpation of a portion of the human race, because of a surplusage! — [516, 249, 733, 343]
advert-heading: ROYAL VICTORIA THEATRE. — [1226, 237, 1430, 253]
fund-row — [751, 417, 967, 428]
section-heading: DEATHS. — [1296, 915, 1360, 930]
